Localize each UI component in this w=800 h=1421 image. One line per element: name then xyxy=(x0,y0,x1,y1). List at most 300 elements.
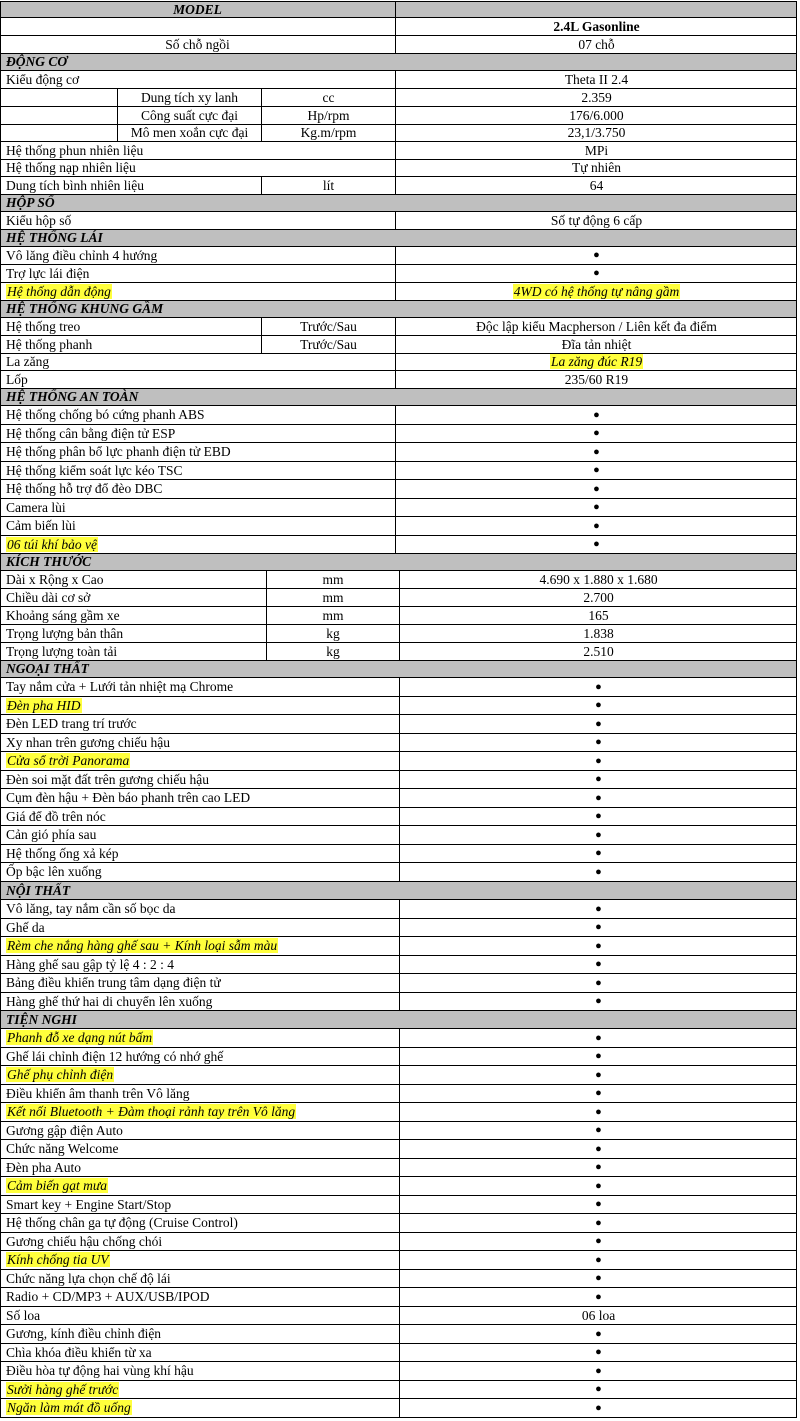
spec-cell xyxy=(0,18,395,35)
feature-check-dot xyxy=(399,752,797,770)
cell-text: mm xyxy=(322,572,344,587)
feature-check-dot xyxy=(395,517,797,535)
cell-text: Công suất cực đại xyxy=(141,108,238,123)
spec-cell xyxy=(0,177,261,194)
cell-text: Kiểu động cơ xyxy=(6,72,80,87)
cell-text: HỆ THỐNG AN TOÀN xyxy=(6,389,139,404)
spec-row xyxy=(0,1140,797,1159)
cell-text: Trước/Sau xyxy=(300,319,357,334)
section-header-row xyxy=(0,389,797,406)
spec-row xyxy=(0,808,797,826)
cell-text: Dài x Rộng x Cao xyxy=(6,572,104,587)
spec-cell xyxy=(0,789,399,807)
cell-text: Số chỗ ngồi xyxy=(165,37,230,52)
feature-check-dot xyxy=(399,1344,797,1361)
cell-text: Ghế lái chỉnh điện 12 hướng có nhớ ghế xyxy=(6,1049,224,1064)
cell-text: KÍCH THƯỚC xyxy=(6,554,92,569)
cell-text: mm xyxy=(322,590,344,605)
cell-text: Hệ thống hỗ trợ đổ đèo DBC xyxy=(6,481,163,496)
spec-row xyxy=(0,845,797,863)
cell-text: Hệ thống cân bằng điện tử ESP xyxy=(6,426,176,441)
cell-text: 2.359 xyxy=(581,90,612,105)
spec-row xyxy=(0,536,797,554)
cell-text: Theta II 2.4 xyxy=(564,72,629,87)
spec-cell xyxy=(0,354,395,370)
cell-text: ● xyxy=(595,995,602,1007)
spec-cell xyxy=(0,1362,399,1380)
spec-cell xyxy=(0,480,395,498)
spec-row xyxy=(0,1381,797,1399)
spec-row xyxy=(0,265,797,283)
spec-cell xyxy=(0,1196,399,1213)
cell-text: HỆ THỐNG KHUNG GẦM xyxy=(6,301,164,316)
cell-text: Dung tích bình nhiên liệu xyxy=(6,178,144,193)
feature-check-dot xyxy=(399,1362,797,1380)
spec-cell xyxy=(0,678,399,696)
spec-cell xyxy=(395,283,797,300)
spec-cell xyxy=(0,212,395,229)
spec-cell xyxy=(117,107,261,124)
cell-text: ● xyxy=(595,1069,602,1081)
feature-check-dot xyxy=(399,1325,797,1343)
spec-cell xyxy=(399,571,797,588)
cell-text: Hệ thống treo xyxy=(6,319,81,334)
cell-text: NGOẠI THẤT xyxy=(6,661,89,676)
cell-text: ● xyxy=(595,681,602,693)
spec-cell xyxy=(0,808,399,825)
cell-text: Hệ thống chân ga tự động (Cruise Control) xyxy=(6,1215,238,1230)
cell-text: Tự nhiên xyxy=(572,160,621,175)
cell-text: Hàng ghế sau gập tỷ lệ 4 : 2 : 4 xyxy=(6,957,174,972)
highlighted-text: Ngăn làm mát đồ uống xyxy=(7,1400,131,1415)
spec-cell xyxy=(395,107,797,124)
spec-row xyxy=(0,354,797,371)
feature-check-dot xyxy=(395,536,797,553)
highlighted-text: La zăng đúc R19 xyxy=(550,354,643,369)
spec-cell xyxy=(266,589,399,606)
spec-cell xyxy=(0,499,395,516)
cell-text: Hệ thống kiểm soát lực kéo TSC xyxy=(6,463,183,478)
cell-text: ● xyxy=(595,1383,602,1395)
cell-text: ● xyxy=(593,267,600,279)
spec-cell xyxy=(0,900,399,918)
spec-cell xyxy=(395,212,797,229)
cell-text: ● xyxy=(595,718,602,730)
spec-row xyxy=(0,1307,797,1325)
spec-row xyxy=(0,336,797,354)
spec-row xyxy=(0,1085,797,1103)
cell-text: 1.838 xyxy=(583,626,614,641)
spec-cell xyxy=(0,643,266,660)
cell-text: 2.510 xyxy=(583,644,614,659)
spec-row xyxy=(0,589,797,607)
spec-row xyxy=(0,1233,797,1251)
spec-row xyxy=(0,1196,797,1214)
cell-text: ● xyxy=(595,1328,602,1340)
cell-text: Kg.m/rpm xyxy=(300,125,357,140)
cell-text: ● xyxy=(595,829,602,841)
cell-text: ● xyxy=(595,1180,602,1192)
spec-cell xyxy=(117,125,261,141)
spec-cell xyxy=(0,863,399,881)
section-header-row xyxy=(0,554,797,571)
feature-check-dot xyxy=(399,1214,797,1232)
cell-text: ● xyxy=(593,409,600,421)
spec-row xyxy=(0,1288,797,1307)
spec-cell xyxy=(0,734,399,751)
cell-text: Giá để đồ trên nóc xyxy=(6,809,106,824)
highlighted-text: Đèn pha HID xyxy=(7,698,81,713)
cell-text: Khoảng sáng gầm xe xyxy=(6,608,120,623)
cell-text: ● xyxy=(593,520,600,532)
cell-text: Hệ thống chống bó cứng phanh ABS xyxy=(6,407,205,422)
spec-cell xyxy=(0,1399,399,1417)
spec-cell xyxy=(266,571,399,588)
cell-text: Gương chiếu hậu chống chói xyxy=(6,1234,163,1249)
spec-row xyxy=(0,607,797,625)
spec-row xyxy=(0,36,797,54)
spec-cell xyxy=(0,1214,399,1232)
cell-text: ● xyxy=(595,1032,602,1044)
feature-check-dot xyxy=(399,1159,797,1176)
spec-row xyxy=(0,480,797,499)
cell-text: Gương, kính điều chỉnh điện xyxy=(6,1326,162,1341)
cell-text: Ghế da xyxy=(6,920,45,935)
feature-check-dot xyxy=(399,678,797,696)
highlighted-text: Phanh đỗ xe dạng nút bấm xyxy=(7,1030,153,1045)
spec-row xyxy=(0,1177,797,1196)
spec-cell xyxy=(0,1066,399,1084)
cell-text: ● xyxy=(593,464,600,476)
spec-cell xyxy=(0,89,117,106)
spec-cell xyxy=(261,107,395,124)
section-title xyxy=(0,2,395,17)
spec-cell xyxy=(395,354,797,370)
feature-check-dot xyxy=(399,1251,797,1269)
spec-cell xyxy=(0,937,399,955)
spec-row xyxy=(0,318,797,336)
cell-text: ● xyxy=(595,1254,602,1266)
section-header-row xyxy=(0,1,797,18)
feature-check-dot xyxy=(395,499,797,516)
section-title xyxy=(0,661,797,677)
feature-check-dot xyxy=(399,1270,797,1287)
cell-text: ● xyxy=(595,958,602,970)
feature-check-dot xyxy=(399,715,797,733)
spec-row xyxy=(0,125,797,142)
cell-text: ● xyxy=(595,1346,602,1358)
spec-cell xyxy=(395,318,797,335)
spec-cell xyxy=(0,1344,399,1361)
feature-check-dot xyxy=(395,265,797,282)
feature-check-dot xyxy=(395,247,797,264)
spec-cell xyxy=(395,71,797,88)
cell-text: Hệ thống phân bổ lực phanh điện tử EBD xyxy=(6,444,231,459)
spec-cell xyxy=(0,142,395,159)
spec-row xyxy=(0,247,797,265)
cell-text: 165 xyxy=(588,608,609,623)
spec-cell xyxy=(0,1048,399,1065)
cell-text: ● xyxy=(595,1365,602,1377)
highlighted-text: 4WD có hệ thống tự nâng gầm xyxy=(513,284,680,299)
spec-cell xyxy=(0,1159,399,1176)
cell-text: 176/6.000 xyxy=(569,108,624,123)
cell-text: ĐỘNG CƠ xyxy=(6,54,68,69)
section-header-row xyxy=(0,54,797,71)
cell-text: ● xyxy=(595,699,602,711)
cell-text: ● xyxy=(595,921,602,933)
cell-text: ● xyxy=(595,847,602,859)
spec-cell xyxy=(261,336,395,353)
section-title xyxy=(395,2,797,17)
section-title xyxy=(0,54,797,70)
cell-text: ● xyxy=(595,1106,602,1118)
spec-cell xyxy=(117,89,261,106)
spec-row xyxy=(0,1159,797,1177)
cell-text: Đĩa tản nhiệt xyxy=(561,337,632,352)
cell-text: ● xyxy=(595,1124,602,1136)
cell-text: Hàng ghế thứ hai di chuyển lên xuống xyxy=(6,994,213,1009)
spec-cell xyxy=(0,425,395,442)
spec-cell xyxy=(0,752,399,770)
spec-row xyxy=(0,1066,797,1085)
cell-text: 4.690 x 1.880 x 1.680 xyxy=(539,572,658,587)
feature-check-dot xyxy=(399,771,797,788)
cell-text: ● xyxy=(595,1272,602,1284)
cell-text: TIỆN NGHI xyxy=(6,1012,77,1027)
section-header-row xyxy=(0,230,797,247)
spec-cell xyxy=(0,993,399,1010)
cell-text: Vô lăng, tay nắm cần số bọc da xyxy=(6,901,176,916)
spec-cell xyxy=(395,336,797,353)
cell-text: Trọng lượng toàn tải xyxy=(6,644,118,659)
cell-text: Đèn LED trang trí trước xyxy=(6,716,137,731)
feature-check-dot xyxy=(399,1399,797,1417)
cell-text: ● xyxy=(593,501,600,513)
spec-row xyxy=(0,406,797,425)
spec-cell xyxy=(0,1251,399,1269)
highlighted-text: Kính chống tia UV xyxy=(7,1252,109,1267)
spec-cell xyxy=(0,1122,399,1139)
spec-cell xyxy=(0,1307,399,1324)
spec-cell xyxy=(395,371,797,388)
spec-cell xyxy=(395,89,797,106)
cell-text: Chức năng Welcome xyxy=(6,1141,119,1156)
spec-row xyxy=(0,443,797,462)
spec-row xyxy=(0,1214,797,1233)
spec-row xyxy=(0,1399,797,1418)
spec-cell xyxy=(0,589,266,606)
spec-cell xyxy=(0,607,266,624)
feature-check-dot xyxy=(399,1288,797,1306)
spec-row xyxy=(0,789,797,808)
spec-row xyxy=(0,863,797,882)
cell-text: Kiểu hộp số xyxy=(6,213,72,228)
spec-row xyxy=(0,142,797,160)
feature-check-dot xyxy=(399,1381,797,1398)
spec-cell xyxy=(0,247,395,264)
feature-check-dot xyxy=(399,1048,797,1065)
cell-text: ● xyxy=(595,755,602,767)
cell-text: ● xyxy=(595,792,602,804)
spec-cell xyxy=(266,643,399,660)
spec-row xyxy=(0,974,797,993)
cell-text: mm xyxy=(322,608,344,623)
spec-cell xyxy=(0,1233,399,1250)
spec-row xyxy=(0,900,797,919)
section-title xyxy=(0,195,797,211)
spec-cell xyxy=(0,625,266,642)
cell-text: Vô lăng điều chỉnh 4 hướng xyxy=(6,248,158,263)
section-title xyxy=(0,882,797,899)
spec-cell xyxy=(0,371,395,388)
cell-text: Dung tích xy lanh xyxy=(140,90,239,105)
spec-row xyxy=(0,1029,797,1048)
highlighted-text: Hệ thống dẫn động xyxy=(7,284,111,299)
spec-cell xyxy=(261,89,395,106)
section-title xyxy=(0,230,797,246)
section-title xyxy=(0,301,797,317)
spec-cell xyxy=(0,956,399,973)
cell-text: MPi xyxy=(584,143,609,158)
cell-text: Điều hòa tự động hai vùng khí hậu xyxy=(6,1363,194,1378)
cell-text: ● xyxy=(595,1402,602,1414)
cell-text: Tay nắm cửa + Lưới tản nhiệt mạ Chrome xyxy=(6,679,234,694)
spec-cell xyxy=(0,1103,399,1121)
feature-check-dot xyxy=(399,1196,797,1213)
feature-check-dot xyxy=(399,826,797,844)
spec-cell xyxy=(399,1307,797,1324)
spec-cell xyxy=(0,443,395,461)
cell-text: Cụm đèn hậu + Đèn báo phanh trên cao LED xyxy=(6,790,251,805)
cell-text: Gương gập điện Auto xyxy=(6,1123,123,1138)
highlighted-text: Sưởi hàng ghế trước xyxy=(7,1382,119,1397)
cell-text: 64 xyxy=(589,178,604,193)
feature-check-dot xyxy=(399,697,797,714)
spec-cell xyxy=(0,71,395,88)
cell-text: MODEL xyxy=(173,2,222,17)
feature-check-dot xyxy=(399,789,797,807)
cell-text: Trợ lực lái điện xyxy=(6,266,90,281)
highlighted-text: Kết nối Bluetooth + Đàm thoại rảnh tay trên Vô lăng xyxy=(7,1104,296,1119)
cell-text: Cảm biến lùi xyxy=(6,518,76,533)
cell-text: Đèn soi mặt đất trên gương chiếu hậu xyxy=(6,772,210,787)
spec-cell xyxy=(261,177,395,194)
cell-text: 235/60 R19 xyxy=(564,372,629,387)
cell-text: Radio + CD/MP3 + AUX/USB/IPOD xyxy=(6,1289,210,1304)
cell-text: Mô men xoắn cực đại xyxy=(130,125,249,140)
cell-text: lít xyxy=(322,178,335,193)
section-title xyxy=(0,389,797,405)
cell-text: HỆ THỐNG LÁI xyxy=(6,230,103,245)
spec-cell xyxy=(0,1177,399,1195)
spec-cell xyxy=(395,36,797,53)
spec-cell xyxy=(0,1288,399,1306)
cell-text: Bảng điều khiển trung tâm dạng điện tử xyxy=(6,975,221,990)
spec-cell xyxy=(0,697,399,714)
spec-row xyxy=(0,177,797,195)
highlighted-text: 06 túi khí bảo vệ xyxy=(7,537,97,552)
spec-row xyxy=(0,826,797,845)
spec-row xyxy=(0,937,797,956)
cell-text: ● xyxy=(595,1217,602,1229)
spec-cell xyxy=(0,571,266,588)
spec-cell xyxy=(399,625,797,642)
cell-text: Số loa xyxy=(6,1308,41,1323)
spec-cell xyxy=(0,265,395,282)
spec-row xyxy=(0,89,797,107)
spec-row xyxy=(0,571,797,589)
section-title xyxy=(0,1011,797,1028)
cell-text: ● xyxy=(595,1143,602,1155)
cell-text: ● xyxy=(595,940,602,952)
cell-text: ● xyxy=(595,1198,602,1210)
feature-check-dot xyxy=(399,900,797,918)
spec-cell xyxy=(0,318,261,335)
feature-check-dot xyxy=(399,919,797,936)
cell-text: ● xyxy=(593,249,600,261)
spec-cell xyxy=(0,107,117,124)
highlighted-text: Cửa sổ trời Panorama xyxy=(7,753,130,768)
spec-cell xyxy=(395,160,797,176)
spec-cell xyxy=(0,36,395,53)
spec-row xyxy=(0,1325,797,1344)
cell-text: Camera lùi xyxy=(6,500,66,515)
spec-cell xyxy=(0,845,399,862)
cell-text: Điều khiển âm thanh trên Vô lăng xyxy=(6,1086,190,1101)
cell-text: 23,1/3.750 xyxy=(567,125,626,140)
cell-text: Hp/rpm xyxy=(307,108,350,123)
spec-row xyxy=(0,1251,797,1270)
spec-row xyxy=(0,212,797,230)
cell-text: Số tự động 6 cấp xyxy=(550,213,643,228)
spec-cell xyxy=(0,1085,399,1102)
spec-row xyxy=(0,160,797,177)
cell-text: kg xyxy=(326,626,340,641)
feature-check-dot xyxy=(395,462,797,479)
spec-row xyxy=(0,18,797,36)
feature-check-dot xyxy=(399,1029,797,1047)
cell-text: 2.700 xyxy=(583,590,614,605)
cell-text: ● xyxy=(593,427,600,439)
feature-check-dot xyxy=(399,1066,797,1084)
spec-cell xyxy=(0,1140,399,1158)
cell-text: ● xyxy=(595,736,602,748)
spec-row xyxy=(0,625,797,643)
spec-cell xyxy=(0,406,395,424)
feature-check-dot xyxy=(399,845,797,862)
feature-check-dot xyxy=(399,808,797,825)
feature-check-dot xyxy=(399,1140,797,1158)
cell-text: 07 chỗ xyxy=(578,37,615,52)
spec-cell xyxy=(0,771,399,788)
cell-text: NỘI THẤT xyxy=(6,883,71,898)
spec-row xyxy=(0,107,797,125)
cell-text: Ốp bậc lên xuống xyxy=(6,864,102,879)
spec-cell xyxy=(0,919,399,936)
cell-text: ● xyxy=(595,1050,602,1062)
feature-check-dot xyxy=(399,734,797,751)
feature-check-dot xyxy=(395,406,797,424)
cell-text: HỘP SỐ xyxy=(6,195,55,210)
spec-cell xyxy=(399,589,797,606)
feature-check-dot xyxy=(399,1233,797,1250)
highlighted-text: Ghế phụ chỉnh điện xyxy=(7,1067,114,1082)
spec-row xyxy=(0,371,797,389)
spec-row xyxy=(0,462,797,480)
spec-cell xyxy=(266,625,399,642)
feature-check-dot xyxy=(399,1085,797,1102)
